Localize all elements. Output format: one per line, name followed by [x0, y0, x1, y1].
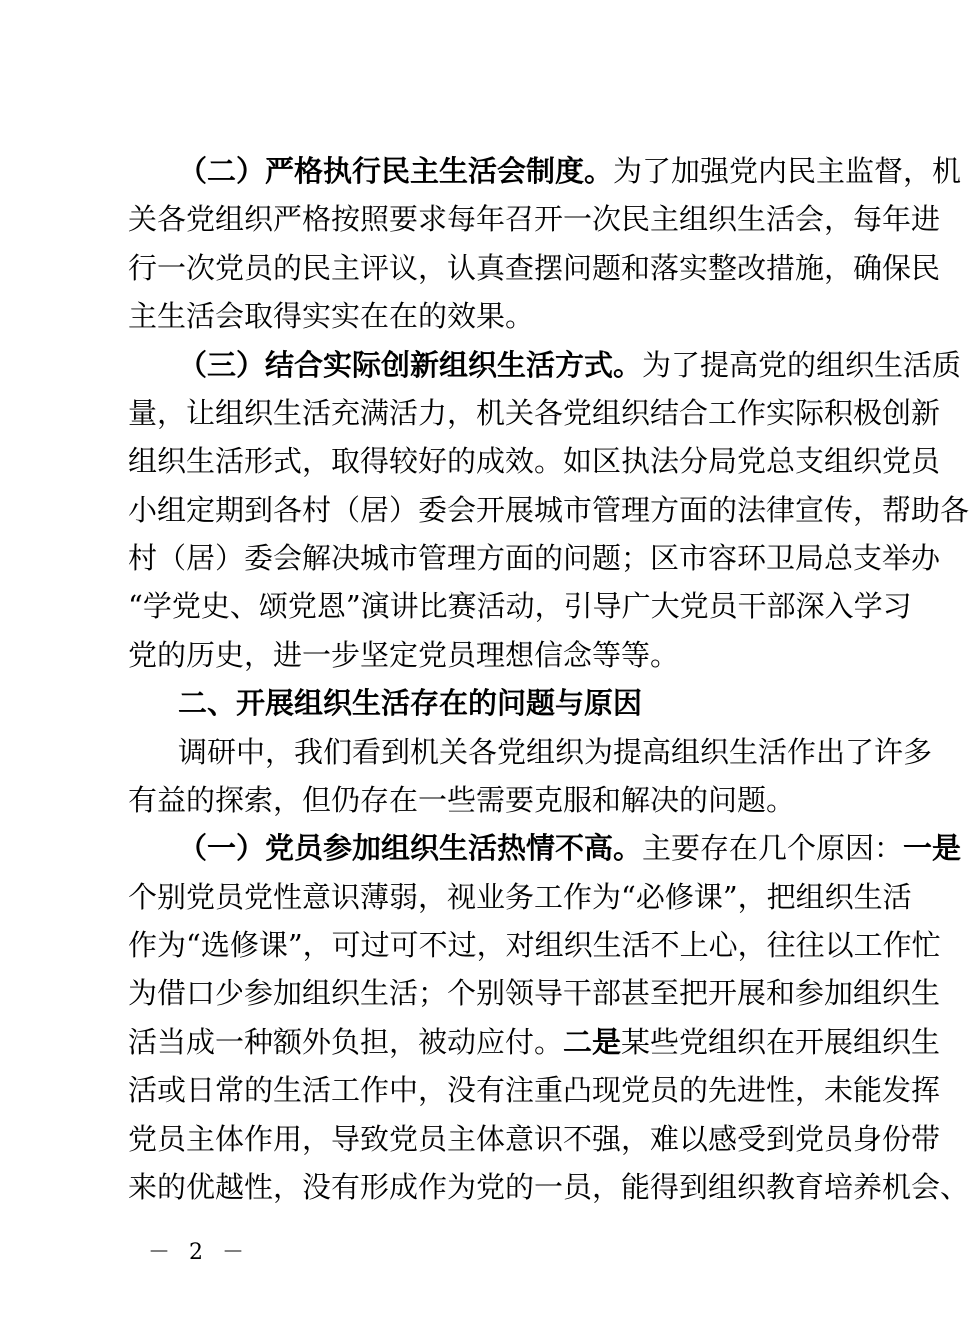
text-line: 关各党组织严格按照要求每年召开一次民主组织生活会，每年进	[128, 202, 941, 236]
section-heading: （三）结合实际创新组织生活方式。	[178, 348, 643, 382]
text-line: 组织生活形式，取得较好的成效。如区执法分局党总支组织党员	[128, 444, 941, 478]
text-line: 活或日常的生活工作中，没有注重凸现党员的先进性，未能发挥	[128, 1073, 941, 1107]
text-line: 为借口少参加组织生活；个别领导干部甚至把开展和参加组织生	[128, 976, 941, 1010]
text-line	[178, 149, 962, 193]
text-run: 为了提高党的组织生活质	[642, 348, 962, 382]
text-line: 小组定期到各村（居）委会开展城市管理方面的法律宣传，帮助各	[128, 493, 969, 527]
section-heading: （一）党员参加组织生活热情不高。	[178, 831, 643, 865]
section-title: 二、开展组织生活存在的问题与原因	[178, 686, 643, 720]
text-line	[178, 343, 962, 387]
text-run: 某些党组织在开展组织生	[621, 1025, 941, 1059]
text-line: 党员主体作用，导致党员主体意识不强，难以感受到党员身份带	[128, 1122, 941, 1156]
text-run: 为了加强党内民主监督，机	[613, 154, 962, 188]
text-line: 村（居）委会解决城市管理方面的问题；区市容环卫局总支举办	[128, 541, 941, 575]
text-line: 作为“选修课”，可过可不过，对组织生活不上心，往往以工作忙	[128, 928, 941, 962]
text-line: “学党史、颂党恩”演讲比赛活动，引导广大党员干部深入学习	[128, 589, 912, 623]
text-line: 量，让组织生活充满活力，机关各党组织结合工作实际积极创新	[128, 396, 941, 430]
emphasis-text: 一是	[903, 831, 962, 865]
emphasis-text: 二是	[563, 1025, 622, 1059]
text-line	[178, 826, 962, 870]
text-line: 主生活会取得实实在在的效果。	[128, 299, 535, 333]
text-line: 有益的探索，但仍存在一些需要克服和解决的问题。	[128, 783, 796, 817]
section-heading: （二）严格执行民主生活会制度。	[178, 154, 614, 188]
text-run: 主要存在几个原因：	[642, 831, 904, 865]
text-run: 活当成一种额外负担，被动应付。	[128, 1025, 564, 1059]
page-number: － 2 －	[148, 1240, 250, 1265]
text-line: 行一次党员的民主评议，认真查摆问题和落实整改措施，确保民	[128, 251, 941, 285]
text-line: 调研中，我们看到机关各党组织为提高组织生活作出了许多	[178, 735, 933, 769]
text-line: 来的优越性，没有形成作为党的一员，能得到组织教育培养机会、	[128, 1170, 969, 1204]
text-line	[128, 1020, 941, 1064]
text-line: 党的历史，进一步坚定党员理想信念等等。	[128, 638, 680, 672]
text-line: 个别党员党性意识薄弱，视业务工作为“必修课”，把组织生活	[128, 880, 912, 914]
